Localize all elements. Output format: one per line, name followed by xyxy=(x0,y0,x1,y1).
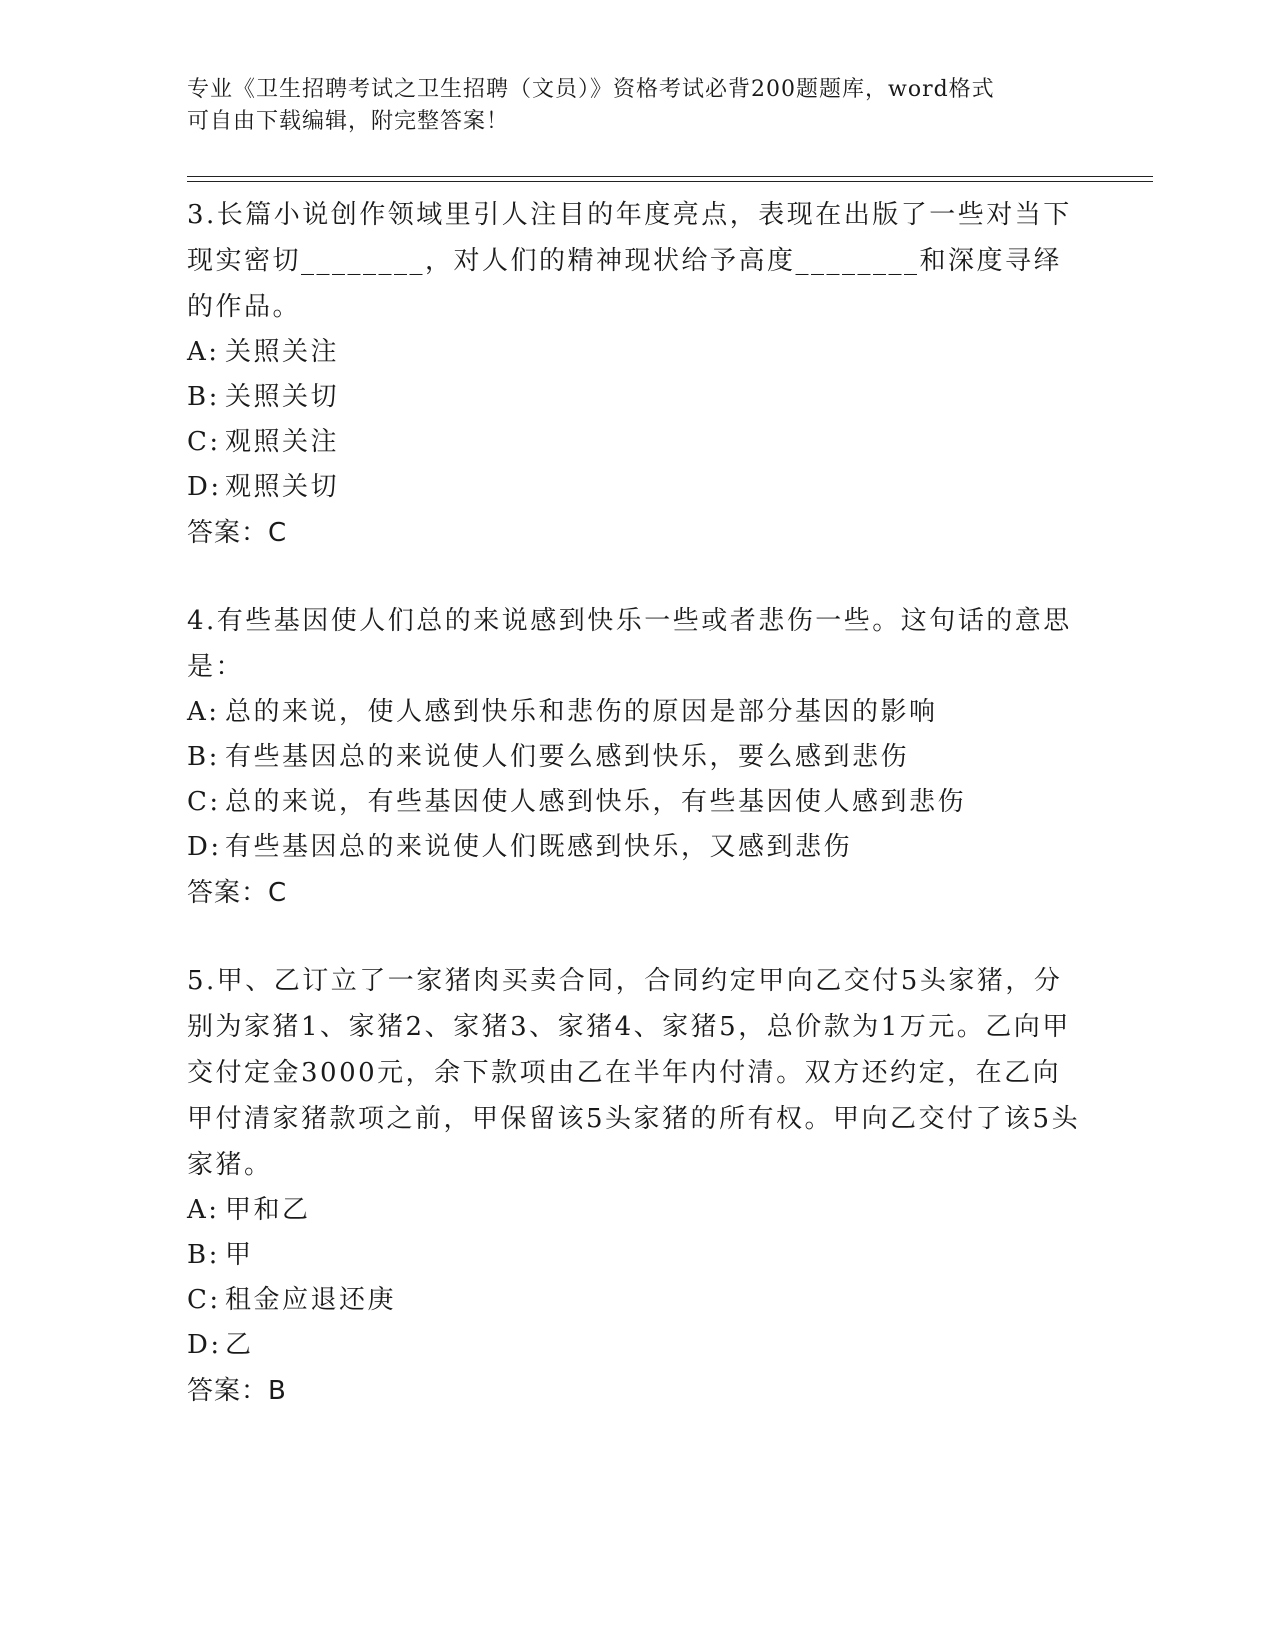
question-3 xyxy=(187,192,1087,556)
header-line-1: 专业《卫生招聘考试之卫生招聘（文员）》资格考试必背200题题库，word格式 xyxy=(187,77,995,102)
option-letter: D: xyxy=(187,832,222,862)
header-line-2: 可自由下载编辑，附完整答案！ xyxy=(187,109,510,134)
answer-line: 答案：B xyxy=(187,1376,287,1406)
question-5 xyxy=(187,958,1087,1414)
option-text: 观照关切 xyxy=(225,472,340,502)
option-letter: A: xyxy=(187,1195,220,1225)
option-text: 甲 xyxy=(225,1240,254,1270)
question-list xyxy=(187,192,1087,1414)
option-letter: B: xyxy=(187,1240,220,1270)
option-text: 关照关切 xyxy=(225,382,340,412)
option-a xyxy=(187,1188,1087,1233)
option-letter: C: xyxy=(187,427,221,457)
header-divider-top xyxy=(187,176,1153,177)
option-d xyxy=(187,1323,1087,1368)
option-text: 乙 xyxy=(225,1330,254,1360)
option-letter: A: xyxy=(187,337,220,367)
option-letter: B: xyxy=(187,742,220,772)
option-text: 总的来说，有些基因使人感到快乐，有些基因使人感到悲伤 xyxy=(225,787,967,817)
option-text: 有些基因总的来说使人们要么感到快乐，要么感到悲伤 xyxy=(225,742,910,772)
option-b xyxy=(187,735,1087,780)
option-text: 总的来说，使人感到快乐和悲伤的原因是部分基因的影响 xyxy=(225,697,938,727)
option-text: 租金应退还庚 xyxy=(225,1285,397,1315)
answer-line: 答案：C xyxy=(187,878,288,908)
question-text: 3.长篇小说创作领域里引人注目的年度亮点，表现在出版了一些对当下现实密切________，对人们的精神现状给予高度________和深度寻绎的作品。 xyxy=(187,200,1072,322)
question-4 xyxy=(187,598,1087,916)
option-a xyxy=(187,690,1087,735)
option-letter: A: xyxy=(187,697,220,727)
header-divider-bottom xyxy=(187,181,1153,182)
option-letter: D: xyxy=(187,1330,222,1360)
option-c xyxy=(187,1278,1087,1323)
option-b xyxy=(187,375,1087,420)
document-header xyxy=(187,74,1067,138)
answer-line: 答案：C xyxy=(187,518,288,548)
option-text: 有些基因总的来说使人们既感到快乐，又感到悲伤 xyxy=(225,832,853,862)
option-d xyxy=(187,465,1087,510)
option-c xyxy=(187,780,1087,825)
option-letter: C: xyxy=(187,787,221,817)
option-d xyxy=(187,825,1087,870)
option-text: 甲和乙 xyxy=(225,1195,311,1225)
option-text: 关照关注 xyxy=(225,337,340,367)
question-text: 4.有些基因使人们总的来说感到快乐一些或者悲伤一些。这句话的意思是： xyxy=(187,606,1072,682)
option-b xyxy=(187,1233,1087,1278)
option-a xyxy=(187,330,1087,375)
option-letter: C: xyxy=(187,1285,221,1315)
option-letter: D: xyxy=(187,472,222,502)
option-c xyxy=(187,420,1087,465)
option-letter: B: xyxy=(187,382,220,412)
question-text: 5.甲、乙订立了一家猪肉买卖合同，合同约定甲向乙交付5头家猪，分别为家猪1、家猪2、家猪3、家猪4、家猪5，总价款为1万元。乙向甲交付定金3000元，余下款项由乙在半年内付清。双方还约定，在乙向甲付清家猪款项之前，甲保留该5头家猪的所有权。甲向乙交付了该5头家猪。 xyxy=(187,966,1081,1180)
option-text: 观照关注 xyxy=(225,427,340,457)
